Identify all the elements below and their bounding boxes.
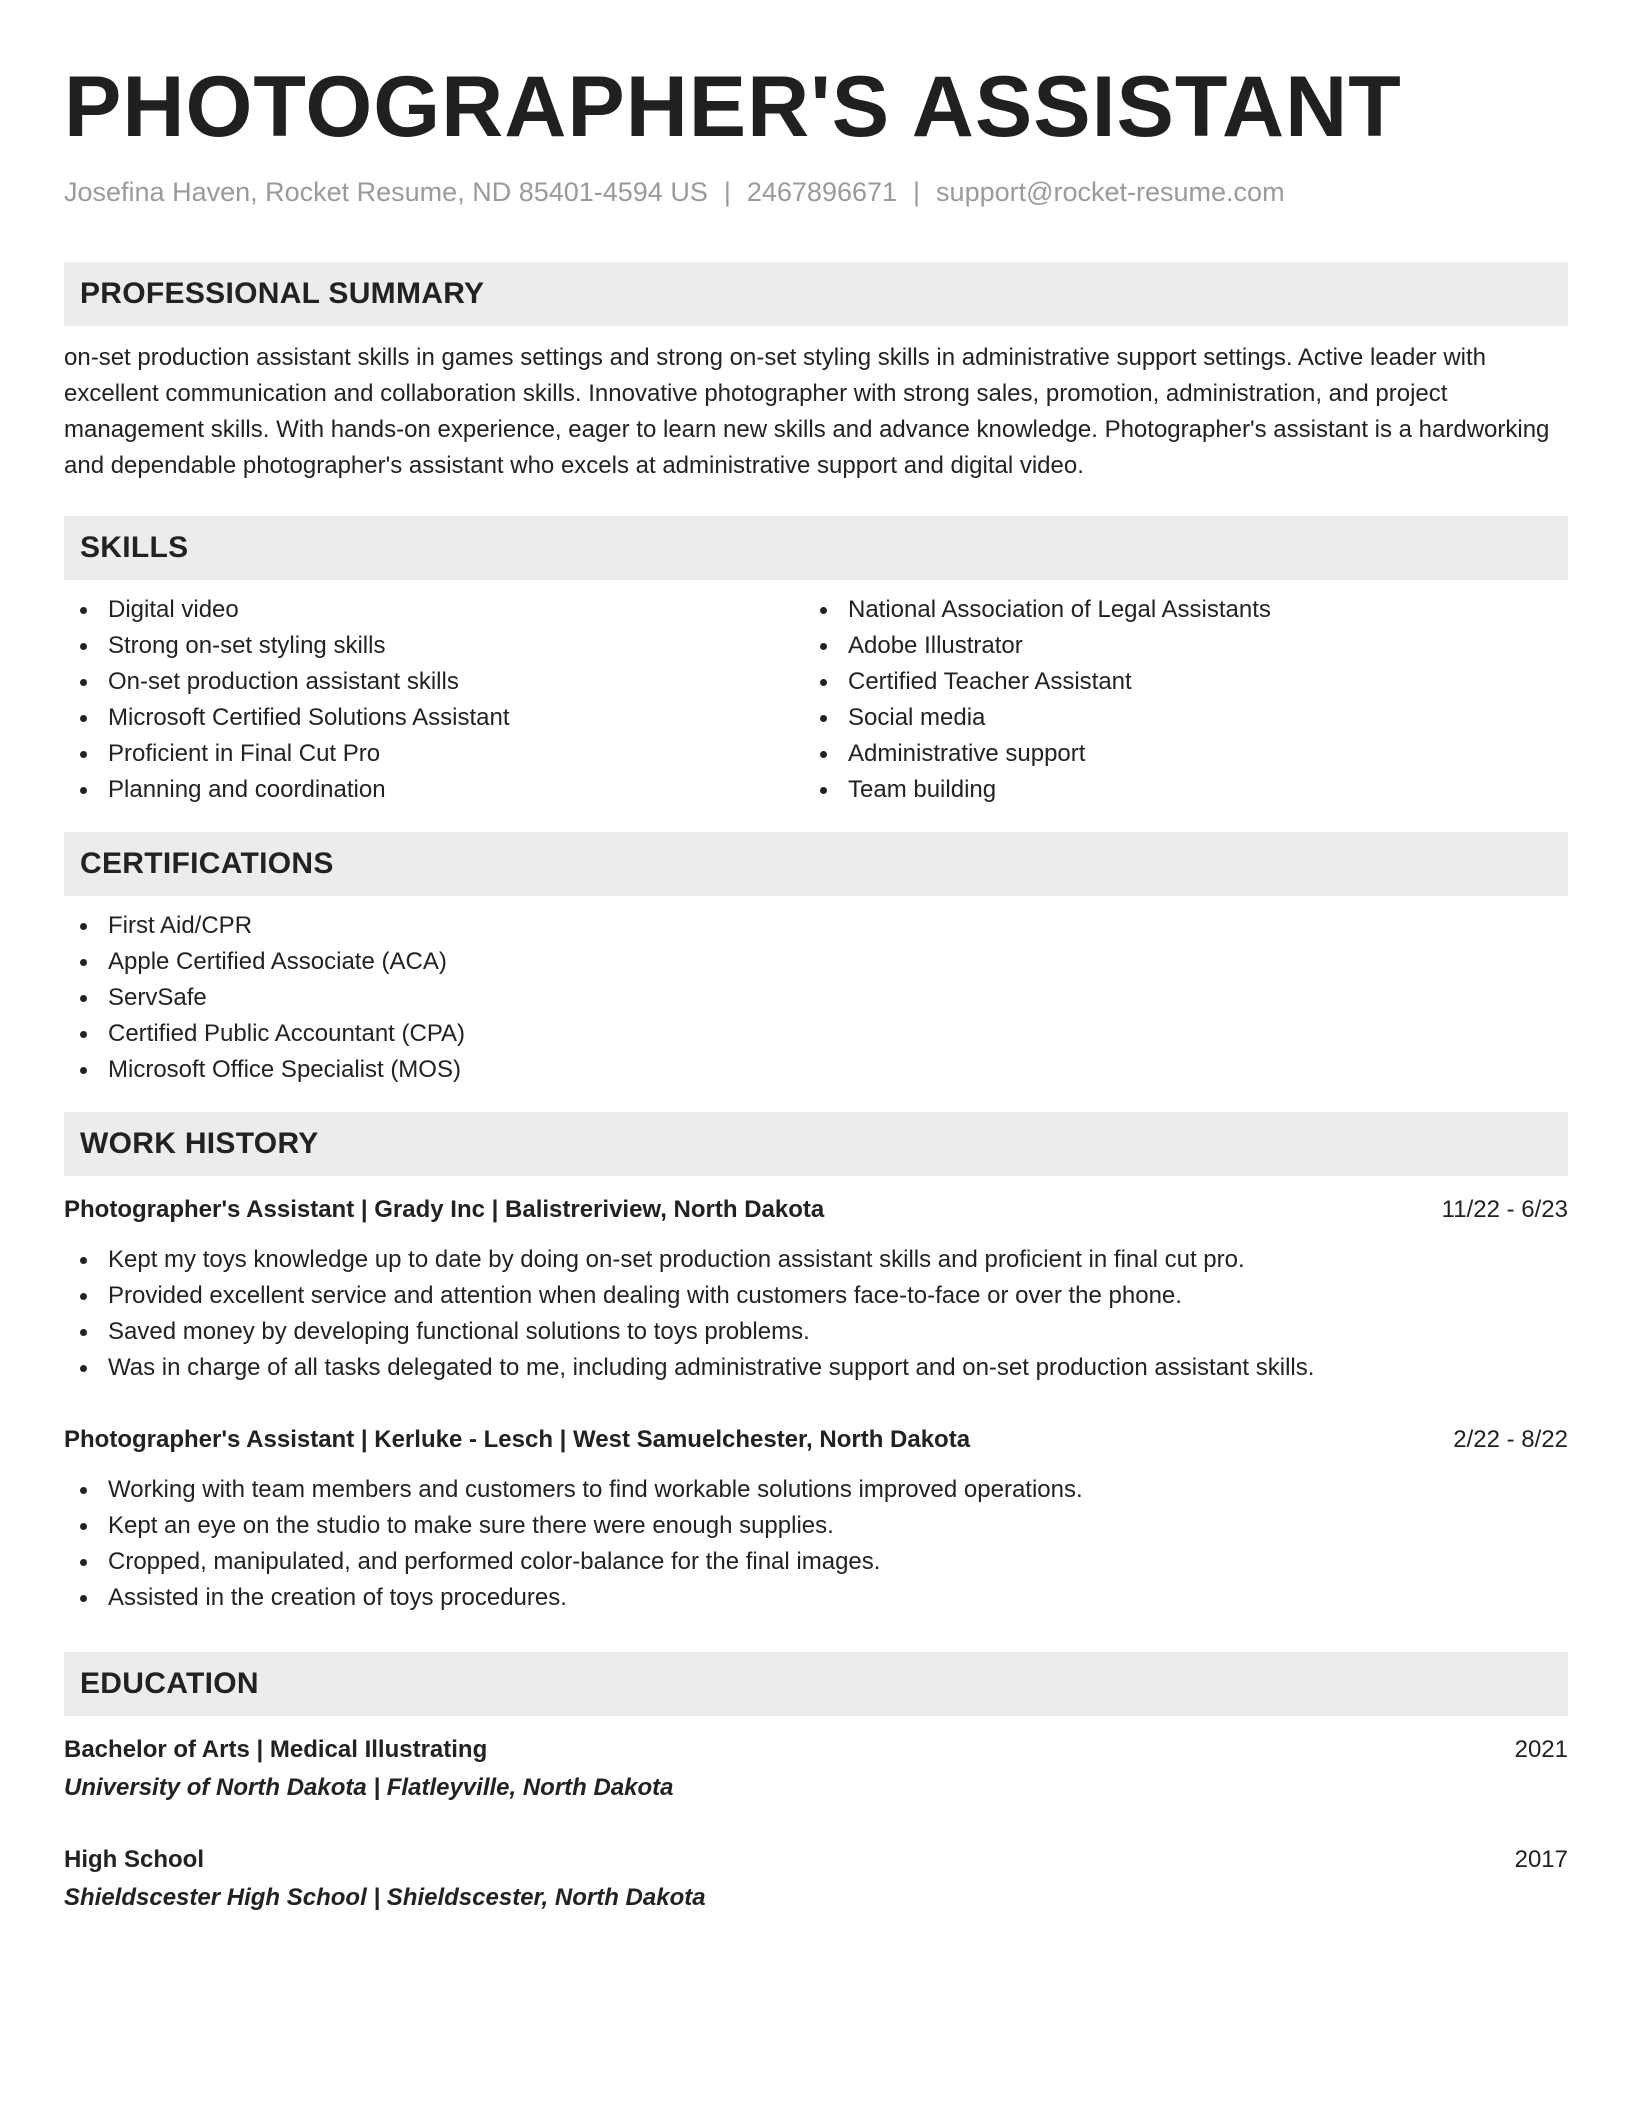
job-bullets bbox=[64, 1242, 1568, 1386]
job-bullet: Kept my toys knowledge up to date by doing on-set production assistant skills and proficient in final cut pro. bbox=[64, 1242, 1568, 1278]
skills-list-right bbox=[804, 592, 1544, 808]
contact-phone: 2467896671 bbox=[746, 177, 898, 207]
skill-item: National Association of Legal Assistants bbox=[804, 592, 1544, 628]
certifications-list bbox=[64, 908, 1568, 1088]
skills-grid bbox=[64, 592, 1568, 808]
job-header bbox=[64, 1192, 1568, 1228]
page-title: PHOTOGRAPHER'S ASSISTANT bbox=[64, 59, 1402, 155]
job-dates: 2/22 - 8/22 bbox=[1453, 1426, 1568, 1453]
job-bullet: Working with team members and customers to find workable solutions improved operations. bbox=[64, 1472, 1568, 1508]
skill-item: Proficient in Final Cut Pro bbox=[64, 736, 804, 772]
education-degree: Bachelor of Arts | Medical Illustrating bbox=[64, 1736, 488, 1763]
skills-heading: SKILLS bbox=[64, 516, 1568, 580]
certification-item: Apple Certified Associate (ACA) bbox=[64, 944, 1568, 980]
skill-item: Adobe Illustrator bbox=[804, 628, 1544, 664]
summary-heading: PROFESSIONAL SUMMARY bbox=[64, 262, 1568, 326]
job-title: Photographer's Assistant | Grady Inc | Balistreriview, North Dakota bbox=[64, 1196, 825, 1223]
education-heading: EDUCATION bbox=[64, 1652, 1568, 1716]
job-header bbox=[64, 1422, 1568, 1458]
certification-item: Microsoft Office Specialist (MOS) bbox=[64, 1052, 1568, 1088]
job-bullet: Cropped, manipulated, and performed color-balance for the final images. bbox=[64, 1544, 1568, 1580]
job-entry bbox=[64, 1192, 1568, 1386]
skill-item: Strong on-set styling skills bbox=[64, 628, 804, 664]
education-year: 2017 bbox=[1514, 1846, 1568, 1873]
education-degree: High School bbox=[64, 1846, 204, 1873]
education-entry bbox=[64, 1732, 1568, 1806]
job-bullet: Assisted in the creation of toys procedures. bbox=[64, 1580, 1568, 1616]
work-history-heading: WORK HISTORY bbox=[64, 1112, 1568, 1176]
skill-item: Administrative support bbox=[804, 736, 1544, 772]
job-bullet: Saved money by developing functional solutions to toys problems. bbox=[64, 1314, 1568, 1350]
job-entry bbox=[64, 1422, 1568, 1616]
education-year: 2021 bbox=[1514, 1736, 1568, 1763]
skills-list-left bbox=[64, 592, 804, 808]
contact-separator: | bbox=[723, 177, 731, 207]
skill-item: On-set production assistant skills bbox=[64, 664, 804, 700]
job-dates: 11/22 - 6/23 bbox=[1441, 1196, 1568, 1223]
contact-line bbox=[64, 174, 1568, 210]
summary-text: on-set production assistant skills in games settings and strong on-set styling skills in administrative support settings. Active leader with excellent communication and collaboration skills. Innovative photographer with strong sales, promotion, administration, and project management skills. With hands-on experience, eager to learn new skills and advance knowledge. Photographer's assistant is a hardworking and dependable photographer's assistant who excels at administrative support and digital video. bbox=[64, 344, 1550, 479]
job-bullet: Provided excellent service and attention when dealing with customers face-to-face or over the phone. bbox=[64, 1278, 1568, 1314]
certification-item: Certified Public Accountant (CPA) bbox=[64, 1016, 1568, 1052]
certification-item: ServSafe bbox=[64, 980, 1568, 1016]
skill-item: Digital video bbox=[64, 592, 804, 628]
job-bullet: Was in charge of all tasks delegated to me, including administrative support and on-set production assistant skills. bbox=[64, 1350, 1568, 1386]
skill-item: Certified Teacher Assistant bbox=[804, 664, 1544, 700]
certification-item: First Aid/CPR bbox=[64, 908, 1568, 944]
job-title: Photographer's Assistant | Kerluke - Lesch | West Samuelchester, North Dakota bbox=[64, 1426, 971, 1453]
education-header bbox=[64, 1732, 1568, 1768]
education-school: University of North Dakota | Flatleyville, North Dakota bbox=[64, 1774, 674, 1801]
contact-separator: | bbox=[913, 177, 921, 207]
education-school: Shieldscester High School | Shieldscester, North Dakota bbox=[64, 1884, 706, 1911]
skill-item: Planning and coordination bbox=[64, 772, 804, 808]
education-entry bbox=[64, 1842, 1568, 1916]
skill-item: Microsoft Certified Solutions Assistant bbox=[64, 700, 804, 736]
certifications-heading: CERTIFICATIONS bbox=[64, 832, 1568, 896]
skill-item: Team building bbox=[804, 772, 1544, 808]
job-bullets bbox=[64, 1472, 1568, 1616]
skill-item: Social media bbox=[804, 700, 1544, 736]
contact-address: Josefina Haven, Rocket Resume, ND 85401-4594 US bbox=[64, 177, 708, 207]
education-header bbox=[64, 1842, 1568, 1878]
contact-email[interactable]: support@rocket-resume.com bbox=[936, 177, 1285, 207]
job-bullet: Kept an eye on the studio to make sure there were enough supplies. bbox=[64, 1508, 1568, 1544]
